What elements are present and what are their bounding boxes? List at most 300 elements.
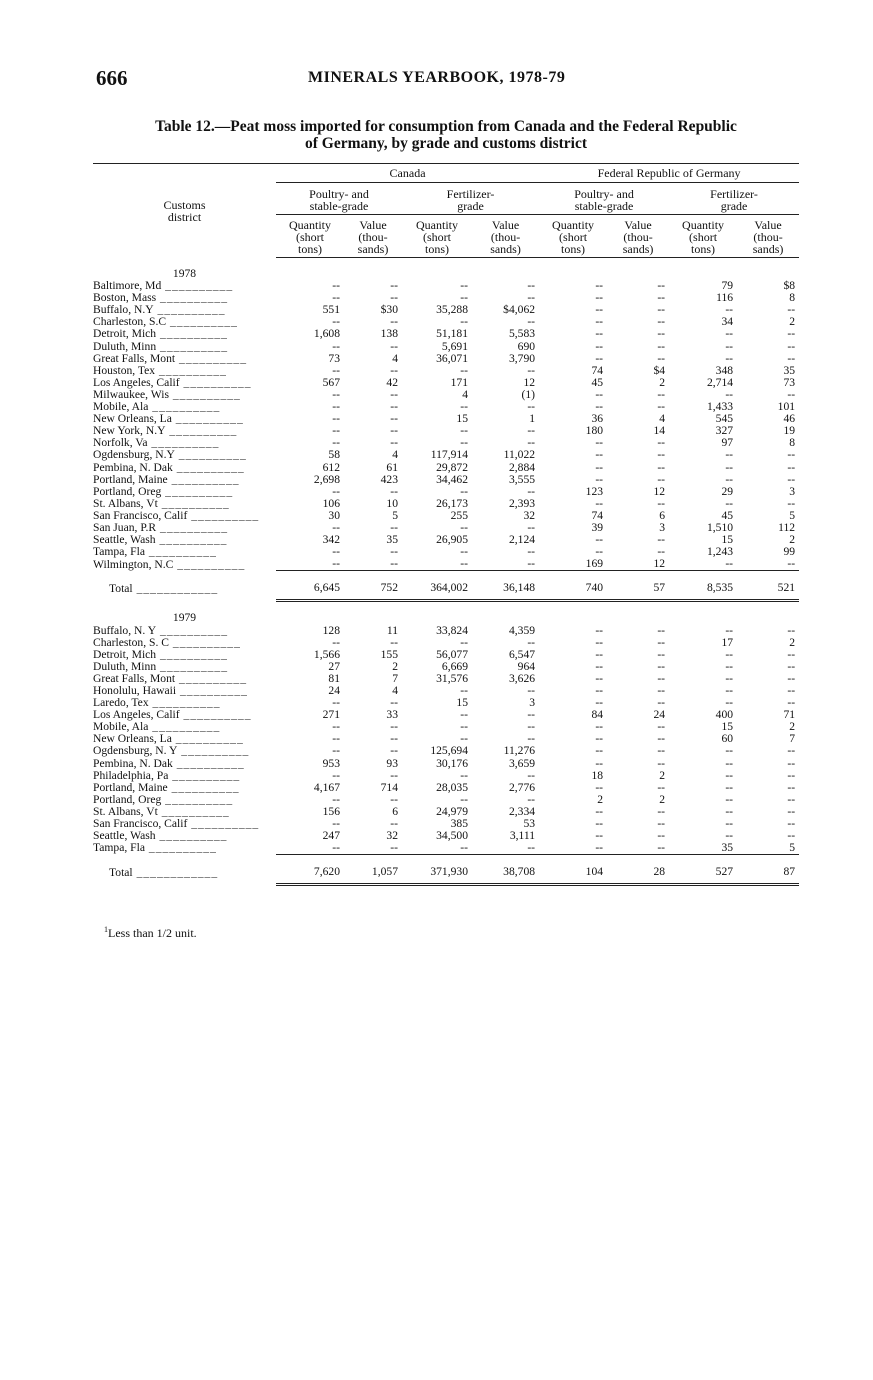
- value-cell: 2,334: [508, 805, 536, 818]
- district-name: Great Falls, Mont: [93, 352, 176, 365]
- value-cell: --: [390, 558, 398, 571]
- value-cell: 271: [322, 709, 340, 722]
- table-row: [93, 341, 799, 353]
- value-cell: --: [332, 485, 340, 498]
- value-cell: --: [595, 497, 604, 510]
- value-cell: 5: [789, 842, 796, 855]
- district-cell: [93, 842, 276, 855]
- value-cell: --: [527, 521, 536, 534]
- value-cell: --: [332, 733, 340, 746]
- frg-header: Federal Republic of Germany: [539, 164, 799, 183]
- value-cell: --: [595, 697, 604, 710]
- leader-dots: __________: [172, 461, 245, 474]
- value-cell: 34: [721, 316, 734, 329]
- value-cell: --: [332, 697, 340, 710]
- leader-dots: __________: [173, 558, 246, 571]
- table-row: [93, 661, 799, 673]
- value-cell: --: [595, 636, 604, 649]
- value-cell: --: [787, 624, 796, 637]
- value-cell: --: [390, 364, 398, 377]
- value-cell: 28,035: [436, 781, 468, 794]
- total-row: [93, 855, 799, 885]
- value-cell: --: [657, 473, 666, 486]
- peat-moss-table: [93, 163, 799, 886]
- total-value: 6,645: [276, 571, 344, 601]
- value-cell: --: [527, 280, 536, 293]
- district-cell: [93, 341, 276, 353]
- value-cell: --: [527, 364, 536, 377]
- value-cell: 2: [659, 769, 666, 782]
- value-cell: --: [390, 769, 398, 782]
- table-row: [93, 758, 799, 770]
- value-cell: --: [595, 660, 604, 673]
- district-name: Los Angeles, Calif: [93, 376, 180, 389]
- value-cell: 84: [591, 709, 604, 722]
- leader-dots: __________: [155, 830, 228, 843]
- value-cell: --: [657, 672, 666, 685]
- district-cell: [93, 770, 276, 782]
- district-cell: [93, 782, 276, 794]
- value-cell: 953: [322, 757, 340, 770]
- value-cell: 423: [380, 473, 398, 486]
- total-value: 38,708: [472, 855, 539, 885]
- value-cell: 30,176: [436, 757, 468, 770]
- value-cell: 15: [721, 721, 734, 734]
- district-name: Honolulu, Hawaii: [93, 685, 177, 697]
- value-cell: 93: [386, 757, 398, 770]
- value-cell: --: [595, 721, 604, 734]
- district-name: Wilmington, N.C: [93, 558, 174, 571]
- value-cell: 39: [591, 521, 604, 534]
- table-row: [93, 522, 799, 534]
- value-cell: 342: [322, 534, 340, 547]
- value-cell: --: [332, 316, 340, 329]
- value-cell: 2: [789, 316, 796, 329]
- value-cell: --: [390, 546, 398, 559]
- leader-dots: __________: [172, 757, 245, 770]
- value-cell: --: [725, 660, 734, 673]
- value-cell: --: [390, 437, 398, 450]
- leader-dots: __________: [161, 793, 234, 806]
- value-cell: --: [657, 733, 666, 746]
- value-cell: --: [595, 672, 604, 685]
- leader-dots: __________: [156, 292, 229, 305]
- value-cell: --: [527, 769, 536, 782]
- total-value: 28: [607, 855, 669, 885]
- value-cell: --: [725, 672, 734, 685]
- value-cell: --: [725, 304, 734, 317]
- value-cell: 4: [392, 685, 398, 697]
- district-name: Boston, Mass: [93, 292, 157, 305]
- leader-dots: __________: [177, 745, 250, 758]
- value-cell: 4: [392, 352, 398, 365]
- value-cell: --: [595, 685, 604, 697]
- value-cell: 116: [716, 292, 734, 305]
- leader-dots: __________: [156, 521, 229, 534]
- district-name: Detroit, Mich: [93, 648, 157, 661]
- value-cell: 612: [322, 461, 340, 474]
- value-cell: --: [657, 721, 666, 734]
- table-row: [93, 770, 799, 782]
- value-cell: --: [657, 842, 666, 855]
- value-cell: --: [725, 449, 734, 462]
- value-cell: 15: [456, 413, 468, 426]
- value-cell: 3: [529, 697, 536, 710]
- value-cell: 6: [659, 509, 666, 522]
- value-cell: 60: [721, 733, 734, 746]
- total-value: 104: [539, 855, 607, 885]
- leader-dots: __________: [171, 413, 244, 426]
- total-label: Total: [109, 581, 133, 595]
- footnote: [104, 925, 197, 941]
- value-cell: 385: [450, 818, 468, 831]
- district-name: Tampa, Fla: [93, 546, 145, 559]
- total-value: 87: [737, 855, 799, 885]
- value-cell: --: [460, 769, 468, 782]
- leader-dots: __________: [156, 648, 228, 661]
- value-cell: --: [460, 485, 468, 498]
- district-cell: [93, 353, 276, 365]
- value-cell: --: [725, 352, 734, 365]
- table-head: [93, 164, 799, 258]
- table-body: [93, 258, 799, 885]
- leader-dots: __________: [168, 769, 241, 782]
- district-cell: [93, 437, 276, 449]
- leader-dots: ____________: [132, 581, 219, 595]
- district-name: Buffalo, N. Y: [93, 624, 157, 637]
- value-cell: --: [332, 721, 340, 734]
- value-cell: 4: [462, 388, 468, 401]
- district-cell: [93, 365, 276, 377]
- leader-dots: __________: [161, 280, 234, 293]
- value-cell: --: [787, 757, 796, 770]
- district-cell: [93, 673, 276, 685]
- district-name: Seattle, Wash: [93, 534, 156, 547]
- total-value: 7,620: [276, 855, 344, 885]
- value-cell: --: [460, 316, 468, 329]
- value-cell: --: [332, 636, 340, 649]
- value-cell: --: [390, 697, 398, 710]
- district-name: Pembina, N. Dak: [93, 757, 173, 770]
- value-cell: 15: [456, 697, 468, 710]
- value-cell: --: [527, 316, 536, 329]
- value-cell: --: [595, 340, 604, 353]
- leader-dots: __________: [175, 352, 247, 365]
- value-cell: 97: [721, 437, 734, 450]
- value-cell: 2: [789, 636, 796, 649]
- value-cell: 3,790: [508, 352, 536, 365]
- district-cell: [93, 401, 276, 413]
- value-cell: 8: [789, 437, 796, 450]
- district-label: district: [167, 209, 202, 224]
- value-cell: 24,979: [436, 805, 468, 818]
- value-cell: --: [390, 292, 398, 305]
- district-cell: [93, 522, 276, 534]
- value-cell: 112: [778, 521, 796, 534]
- table-row: [93, 534, 799, 546]
- value-cell: 34,462: [436, 473, 468, 486]
- district-name: Pembina, N. Dak: [93, 461, 173, 474]
- value-cell: --: [725, 793, 734, 806]
- value-cell: --: [595, 461, 604, 474]
- table-row: [93, 721, 799, 733]
- value-cell: 26,173: [436, 497, 468, 510]
- value-cell: 6,669: [441, 660, 468, 673]
- value-cell: $4,062: [503, 304, 536, 317]
- district-cell: [93, 546, 276, 558]
- district-cell: [93, 697, 276, 709]
- value-cell: --: [595, 304, 604, 317]
- value-cell: 5,691: [441, 340, 468, 353]
- district-name: San Francisco, Calif: [93, 509, 188, 522]
- value-cell: --: [787, 340, 796, 353]
- value-cell: 46: [783, 413, 796, 426]
- district-name: Charleston, S.C: [93, 316, 167, 329]
- value-cell: 106: [322, 497, 340, 510]
- district-name: Ogdensburg, N.Y: [93, 449, 175, 462]
- district-cell: [93, 280, 276, 292]
- leader-dots: __________: [168, 388, 241, 401]
- value-cell: --: [595, 757, 604, 770]
- value-cell: --: [332, 401, 340, 414]
- leader-dots: __________: [156, 660, 229, 673]
- value-cell: 1,433: [706, 401, 734, 414]
- value-cell: --: [390, 425, 398, 438]
- value-cell: 1,608: [313, 328, 340, 341]
- table-row: [93, 328, 799, 340]
- value-cell: --: [657, 534, 666, 547]
- value-cell: --: [787, 648, 796, 661]
- value-cell: 5,583: [508, 328, 536, 341]
- district-cell: [93, 328, 276, 340]
- total-label-cell: [93, 855, 276, 885]
- value-cell: 138: [380, 328, 398, 341]
- value-cell: --: [527, 733, 536, 746]
- running-title: MINERALS YEARBOOK, 1978-79: [308, 69, 566, 86]
- table-row: [93, 649, 799, 661]
- value-cell: --: [527, 721, 536, 734]
- value-cell: --: [787, 830, 796, 843]
- total-value: 527: [669, 855, 737, 885]
- value-cell: 2,124: [508, 534, 536, 547]
- value-cell: --: [527, 292, 536, 305]
- value-cell: 4: [392, 449, 398, 462]
- year-label: 1979: [172, 610, 197, 624]
- value-cell: 11,276: [503, 745, 536, 758]
- value-cell: --: [787, 388, 796, 401]
- leader-dots: __________: [171, 733, 244, 746]
- value-cell: --: [787, 672, 796, 685]
- value-cell: --: [460, 364, 468, 377]
- value-cell: 567: [322, 376, 340, 389]
- district-name: Norfolk, Va: [93, 437, 148, 450]
- district-name: Buffalo, N.Y: [93, 304, 154, 317]
- table-row: [93, 673, 799, 685]
- year-row: [93, 258, 799, 281]
- leader-dots: __________: [161, 485, 234, 498]
- value-cell: 545: [715, 413, 734, 426]
- total-value: 371,930: [402, 855, 472, 885]
- leader-dots: __________: [166, 316, 238, 329]
- value-cell: 7: [789, 733, 796, 746]
- value-cell: --: [332, 437, 340, 450]
- leader-dots: ____________: [132, 865, 219, 879]
- total-value: 57: [607, 571, 669, 601]
- leader-dots: __________: [148, 721, 221, 734]
- canada-fertilizer-header: Fertilizer- grade: [402, 183, 539, 215]
- value-cell: --: [787, 745, 796, 758]
- leader-dots: __________: [145, 842, 217, 855]
- value-cell: --: [595, 388, 604, 401]
- value-cell: 2: [597, 793, 604, 806]
- leader-dots: __________: [165, 425, 238, 438]
- table-row: [93, 437, 799, 449]
- district-name: Laredo, Tex: [93, 697, 149, 710]
- value-cell: 36,071: [436, 352, 468, 365]
- value-cell: --: [390, 485, 398, 498]
- value-cell: 5: [789, 509, 796, 522]
- table-row: [93, 304, 799, 316]
- table-row: [93, 292, 799, 304]
- table-row: [93, 830, 799, 842]
- leader-dots: __________: [148, 401, 221, 414]
- district-cell: [93, 498, 276, 510]
- district-name: Baltimore, Md: [93, 280, 162, 293]
- value-cell: --: [390, 818, 398, 831]
- value-cell: 327: [715, 425, 734, 438]
- value-cell: --: [390, 280, 398, 293]
- total-label: Total: [109, 865, 133, 879]
- value-cell: --: [460, 437, 468, 450]
- value-cell: --: [595, 781, 604, 794]
- value-cell: --: [527, 401, 536, 414]
- leader-dots: __________: [157, 805, 230, 818]
- value-cell: --: [460, 521, 468, 534]
- value-cell: 6: [392, 805, 398, 818]
- value-cell: 1,243: [706, 546, 734, 559]
- value-cell: --: [390, 401, 398, 414]
- value-cell: 79: [721, 280, 734, 293]
- value-cell: 74: [591, 364, 604, 377]
- value-cell: --: [595, 449, 604, 462]
- district-cell: [93, 794, 276, 806]
- value-cell: 247: [322, 830, 340, 843]
- value-cell: 551: [322, 304, 340, 317]
- district-cell: [93, 462, 276, 474]
- value-cell: --: [595, 818, 604, 831]
- leader-dots: __________: [176, 685, 248, 697]
- value-cell: --: [657, 757, 666, 770]
- value-cell: 42: [386, 376, 398, 389]
- district-cell: [93, 685, 276, 697]
- district-name: Detroit, Mich: [93, 328, 157, 341]
- leader-dots: __________: [148, 697, 221, 710]
- table-row: [93, 389, 799, 401]
- table-row: [93, 377, 799, 389]
- value-cell: --: [657, 745, 666, 758]
- value-cell: 2: [392, 660, 398, 673]
- value-cell: 964: [517, 660, 536, 673]
- value-cell: --: [657, 304, 666, 317]
- value-cell: 35,288: [436, 304, 468, 317]
- value-cell: --: [787, 685, 796, 697]
- value-cell: --: [787, 449, 796, 462]
- total-value: 752: [344, 571, 402, 601]
- value-cell: --: [657, 697, 666, 710]
- leader-dots: __________: [145, 546, 217, 559]
- value-cell: --: [595, 534, 604, 547]
- value-cell: --: [725, 830, 734, 843]
- value-cell: --: [390, 413, 398, 426]
- value-cell: 31,576: [436, 672, 468, 685]
- value-cell: --: [657, 437, 666, 450]
- table-title: [96, 118, 796, 152]
- value-cell: --: [725, 697, 734, 710]
- leader-dots: __________: [187, 818, 260, 831]
- district-name: St. Albans, Vt: [93, 497, 158, 510]
- value-cell: --: [332, 769, 340, 782]
- table-row: [93, 449, 799, 461]
- value-cell: 24: [653, 709, 666, 722]
- value-cell: --: [657, 449, 666, 462]
- value-cell: --: [595, 328, 604, 341]
- value-cell: --: [332, 842, 340, 855]
- value-cell: 10: [386, 497, 398, 510]
- table-row: [93, 794, 799, 806]
- value-cell: 33: [386, 709, 398, 722]
- customs-label: Customs: [163, 197, 206, 212]
- value-cell: 33,824: [436, 624, 468, 637]
- value-cell: 61: [386, 461, 398, 474]
- district-name: Tampa, Fla: [93, 842, 145, 855]
- value-cell: 7: [392, 672, 398, 685]
- district-name: Mobile, Ala: [93, 401, 149, 414]
- value-cell: 30: [328, 509, 340, 522]
- value-cell: $8: [783, 280, 796, 293]
- value-cell: --: [332, 280, 340, 293]
- district-cell: [93, 425, 276, 437]
- value-cell: --: [725, 745, 734, 758]
- value-cell: --: [657, 388, 666, 401]
- value-cell: --: [657, 624, 666, 637]
- district-cell: [93, 510, 276, 522]
- value-cell: --: [460, 425, 468, 438]
- value-cell: 4,167: [313, 781, 340, 794]
- district-cell: [93, 625, 276, 637]
- value-cell: --: [725, 648, 734, 661]
- canada-poultry-header: Poultry- and stable-grade: [276, 183, 402, 215]
- district-cell: [93, 413, 276, 425]
- value-cell: --: [390, 316, 398, 329]
- value-cell: --: [332, 546, 340, 559]
- value-cell: 35: [721, 842, 734, 855]
- value-cell: --: [527, 685, 536, 697]
- value-cell: --: [657, 660, 666, 673]
- district-cell: [93, 304, 276, 316]
- year-row: [93, 601, 799, 625]
- value-cell: --: [657, 818, 666, 831]
- leader-dots: __________: [174, 449, 247, 462]
- value-cell: 15: [721, 534, 734, 547]
- quantity-header: Quantity (short tons): [402, 215, 472, 258]
- leader-dots: __________: [156, 340, 229, 353]
- value-cell: 3,111: [509, 830, 536, 843]
- value-cell: $30: [380, 304, 398, 317]
- value-cell: 6,547: [508, 648, 536, 661]
- value-cell: --: [390, 793, 398, 806]
- value-cell: --: [657, 685, 666, 697]
- value-cell: --: [595, 280, 604, 293]
